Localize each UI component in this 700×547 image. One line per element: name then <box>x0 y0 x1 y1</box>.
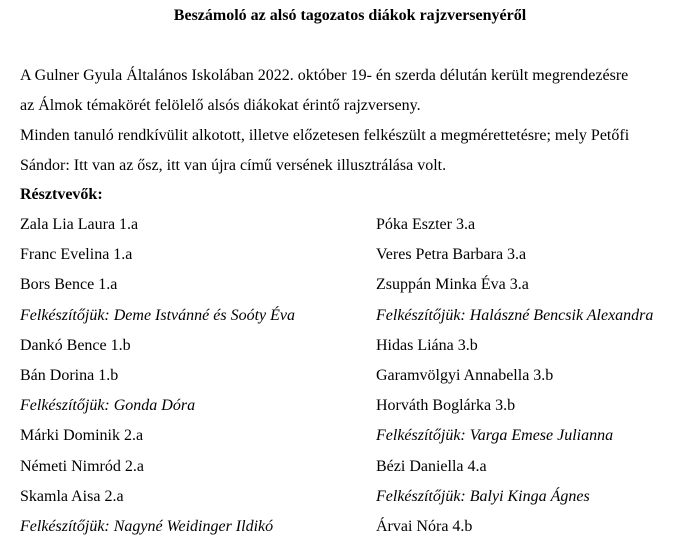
participants-right-column <box>376 215 696 547</box>
intro-line-1: A Gulner Gyula Általános Iskolában 2022. október 19- én szerda délután került megrendezésre <box>20 67 629 84</box>
student-line: Hidas Liána 3.b <box>376 336 478 354</box>
student-line: Skamla Aisa 2.a <box>20 487 124 505</box>
student-line: Dankó Bence 1.b <box>20 336 131 354</box>
student-line: Veres Petra Barbara 3.a <box>376 246 527 264</box>
student-line: Bán Dorina 1.b <box>20 366 119 384</box>
student-line: Márki Dominik 2.a <box>20 427 144 445</box>
student-line: Bors Bence 1.a <box>20 276 118 294</box>
student-line: Franc Evelina 1.a <box>20 246 133 264</box>
student-line: Zala Lia Laura 1.a <box>20 216 139 233</box>
student-line: Bézi Daniella 4.a <box>376 457 487 475</box>
intro-line-4: Sándor: Itt van az ősz, itt van újra című versének illusztrálása volt. <box>20 157 447 174</box>
intro-line-2: az Álmok témakörét felölelő alsós diákokat érintő rajzverseny. <box>20 97 421 114</box>
student-line: Zsuppán Minka Éva 3.a <box>376 276 529 294</box>
student-line: Póka Eszter 3.a <box>376 216 476 233</box>
student-line: Garamvölgyi Annabella 3.b <box>376 366 554 384</box>
teacher-line: Felkészítőjük: Gonda Dóra <box>20 397 196 415</box>
intro-line-3: Minden tanuló rendkívülit alkotott, illetve előzetesen felkészült a megmérettetésre; mely Petőfi <box>20 127 630 144</box>
teacher-line: Felkészítőjük: Nagyné Weidinger Ildikó <box>20 517 274 535</box>
participants-heading: Résztvevők: <box>20 186 103 203</box>
student-line: Árvai Nóra 4.b <box>376 517 473 535</box>
document-title: Beszámoló az alsó tagozatos diákok rajzversenyéről <box>173 7 527 24</box>
student-line: Németi Nimród 2.a <box>20 457 144 475</box>
participants-left-column <box>20 215 360 547</box>
teacher-line: Felkészítőjük: Deme Istvánné és Soóty Éva <box>20 306 296 324</box>
teacher-line: Felkészítőjük: Halászné Bencsik Alexandra <box>376 306 654 324</box>
teacher-line: Felkészítőjük: Varga Emese Julianna <box>376 427 614 445</box>
teacher-line: Felkészítőjük: Balyi Kinga Ágnes <box>376 487 590 505</box>
student-line: Horváth Boglárka 3.b <box>376 397 516 415</box>
